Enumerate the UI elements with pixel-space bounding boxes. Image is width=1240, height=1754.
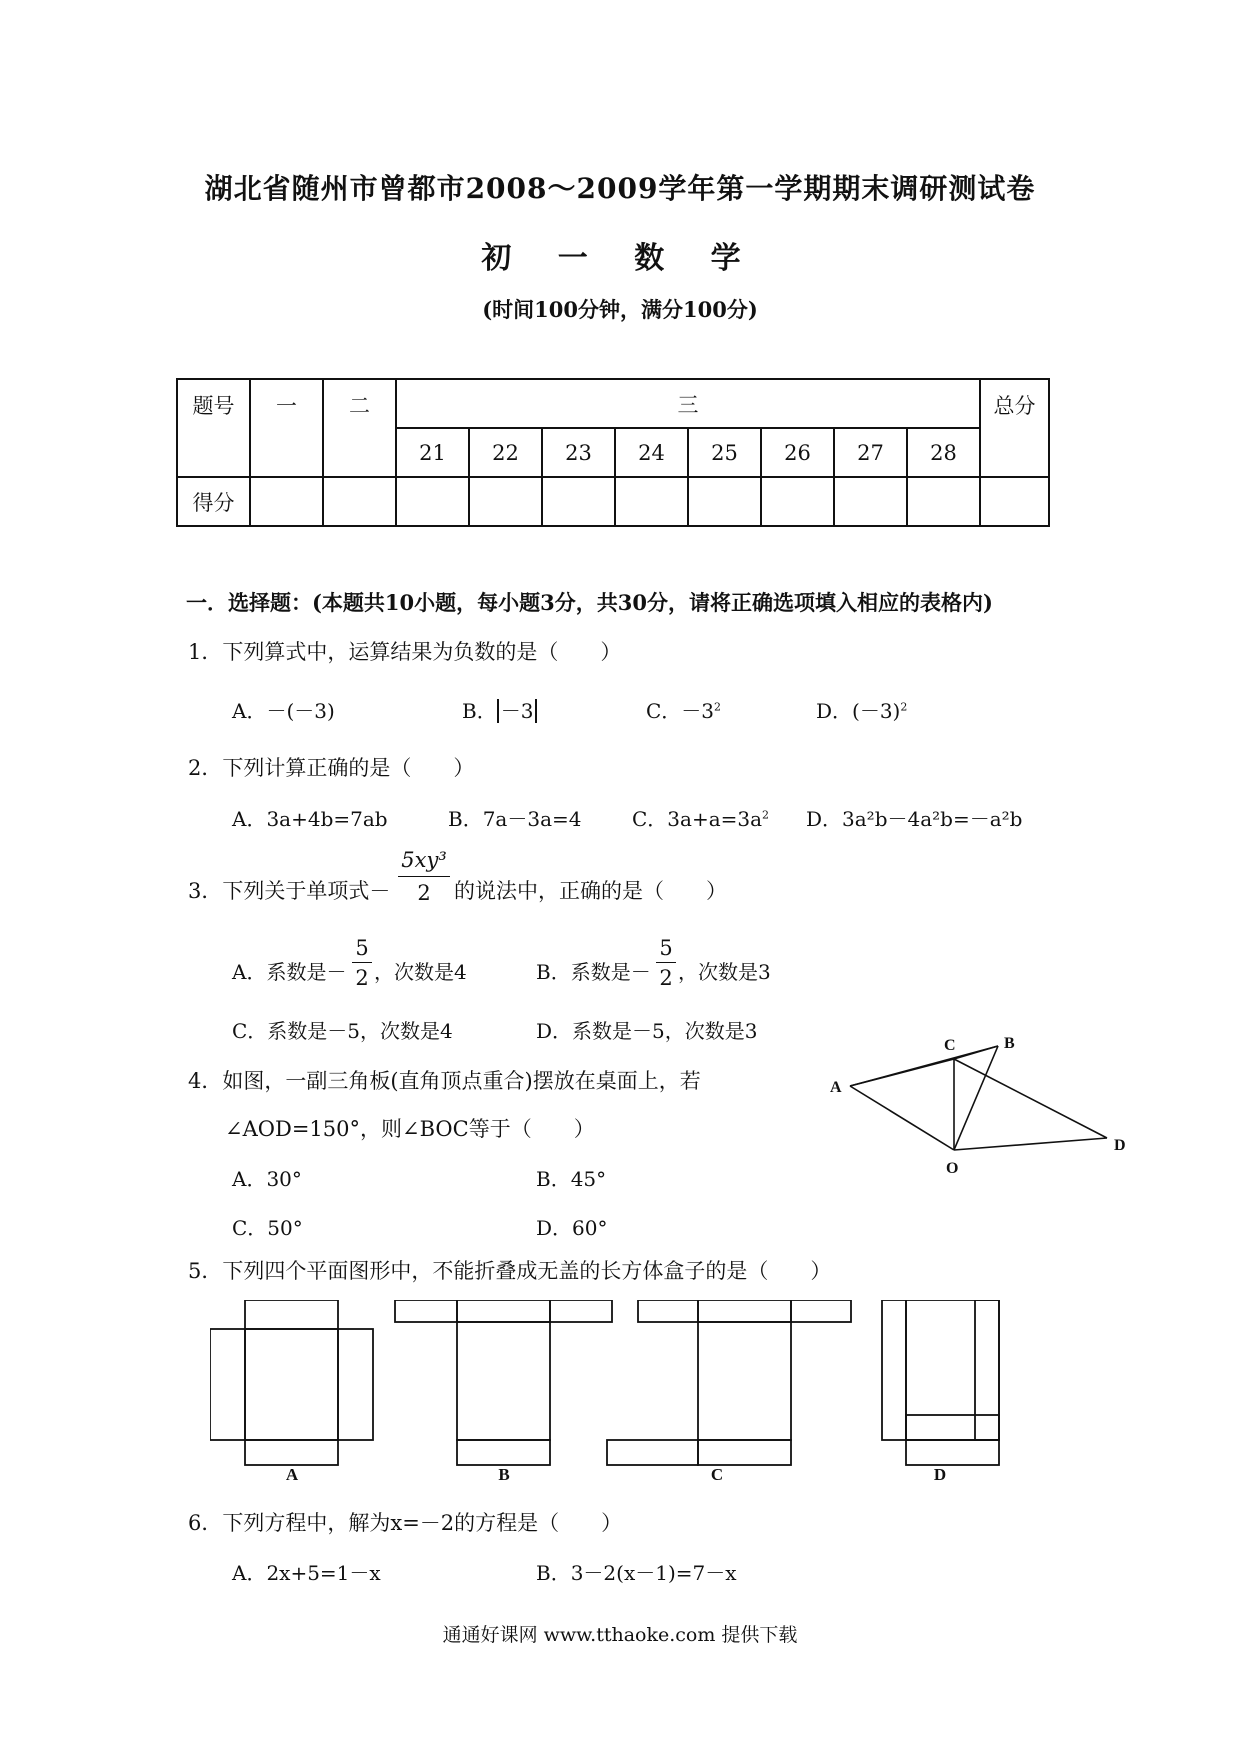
q4-option-c: C．50° (232, 1216, 303, 1240)
q4-option-b: B．45° (536, 1167, 607, 1191)
sub-col-25: 25 (688, 428, 761, 477)
q1-option-d-text: D．(－3) (816, 699, 901, 723)
q3-stem-pre: 3．下列关于单项式－ (188, 879, 391, 903)
q1-option-a: A．－(－3) (232, 699, 335, 723)
net-b-bottom (457, 1440, 550, 1465)
col-section-2: 二 (323, 379, 396, 477)
q6-option-b: B．3－2(x－1)=7－x (536, 1561, 737, 1585)
q3-option-a-num: 5 (355, 936, 369, 960)
q3-option-a-den: 2 (355, 966, 369, 990)
q6-option-a: A．2x+5=1－x (232, 1561, 381, 1585)
sub-col-21: 21 (396, 428, 469, 477)
q4-option-d: D．60° (536, 1216, 608, 1240)
net-b-top-left (395, 1300, 457, 1322)
q3-option-d: D．系数是－5，次数是3 (536, 1019, 758, 1043)
q3-option-b-den: 2 (659, 966, 673, 990)
score-cell (980, 477, 1049, 526)
q4-stem-line2: ∠AOD=150°，则∠BOC等于（ ） (225, 1117, 595, 1141)
q1-stem: 1．下列算式中，运算结果为负数的是（ ） (188, 640, 622, 664)
q2-option-c-text: C．3a+a=3a (632, 807, 763, 831)
q3-option-a-fraction (352, 936, 372, 992)
exam-title: 湖北省随州市曾都市2008～2009学年第一学期期末调研测试卷 (204, 172, 1036, 205)
score-table (176, 378, 1050, 527)
score-cell (396, 477, 469, 526)
q3-option-b-pre: B．系数是－ (536, 960, 651, 984)
score-cell (250, 477, 323, 526)
col-total: 总分 (980, 379, 1049, 477)
label-b: B (1004, 1035, 1015, 1052)
q3-option-b-fraction (656, 936, 676, 992)
net-c-center (698, 1322, 791, 1440)
net-a-bottom (245, 1440, 338, 1465)
net-d-right-side (975, 1300, 999, 1440)
label-d: D (1114, 1137, 1126, 1154)
q1-option-d (816, 695, 907, 724)
q3-option-a-post: ，次数是4 (374, 960, 467, 984)
col-section-3: 三 (396, 379, 980, 428)
q2-stem: 2．下列计算正确的是（ ） (188, 756, 475, 780)
q6-stem: 6．下列方程中，解为x=－2的方程是（ ） (188, 1511, 623, 1535)
q1-option-c (646, 695, 721, 724)
q2-option-d: D．3a²b－4a²b=－a²b (806, 807, 1023, 831)
net-d-center (906, 1300, 999, 1440)
q1-option-b (462, 695, 537, 724)
sub-col-24: 24 (615, 428, 688, 477)
label-a: A (830, 1079, 842, 1096)
label-c: C (944, 1037, 956, 1054)
q3-frac-num: 5xy³ (401, 848, 447, 872)
subject-title: 初 一 数 学 (481, 241, 759, 276)
q3-option-c: C．系数是－5，次数是4 (232, 1019, 453, 1043)
net-label-d: D (933, 1465, 947, 1484)
q1-option-b-abs: －3 (497, 699, 538, 723)
q3-option-b-num: 5 (659, 936, 673, 960)
q5-stem: 5．下列四个平面图形中，不能折叠成无盖的长方体盒子的是（ ） (188, 1259, 832, 1283)
row-label-score: 得分 (177, 477, 250, 526)
q2-option-a: A．3a+4b=7ab (232, 807, 388, 831)
net-c-top-left (638, 1300, 698, 1322)
q1-option-c-sup: 2 (714, 700, 722, 714)
net-c-top-mid (698, 1300, 791, 1322)
q5-box-nets (210, 1300, 1010, 1490)
q3-option-b-post: ，次数是3 (678, 960, 771, 984)
net-d-bottom-1 (906, 1440, 999, 1465)
sub-col-22: 22 (469, 428, 542, 477)
segment-ao (850, 1086, 954, 1150)
segment-cb (954, 1046, 998, 1059)
score-cell (761, 477, 834, 526)
net-d-bottom-2 (906, 1415, 999, 1440)
label-o: O (946, 1160, 959, 1177)
q1-option-d-sup: 2 (900, 700, 908, 714)
q2-option-b: B．7a－3a=4 (448, 807, 582, 831)
net-a-center (245, 1329, 338, 1440)
sub-col-23: 23 (542, 428, 615, 477)
net-c-top-right (791, 1300, 851, 1322)
net-a-top (245, 1300, 338, 1329)
net-a-left (210, 1329, 245, 1440)
net-label-a: A (285, 1465, 299, 1484)
footer-credit: 通通好课网 www.tthaoke.com 提供下载 (442, 1624, 798, 1646)
q2-option-c (632, 803, 769, 832)
q2-option-c-sup: 2 (762, 808, 770, 822)
net-a-right (338, 1329, 373, 1440)
q3-stem-post: 的说法中，正确的是（ ） (454, 879, 727, 903)
score-cell (542, 477, 615, 526)
time-note: (时间100分钟，满分100分) (482, 297, 758, 322)
score-cell (688, 477, 761, 526)
net-b-center (457, 1322, 550, 1440)
score-cell (469, 477, 542, 526)
q1-option-b-prefix: B． (462, 699, 497, 723)
col-section-1: 一 (250, 379, 323, 477)
net-label-c: C (710, 1465, 724, 1484)
net-b-top-right (550, 1300, 612, 1322)
q4-triangle-figure (820, 1025, 1140, 1180)
sub-col-26: 26 (761, 428, 834, 477)
section-heading: 一．选择题：(本题共10小题，每小题3分，共30分，请将正确选项填入相应的表格内) (186, 590, 993, 615)
score-cell (323, 477, 396, 526)
row-label-question: 题号 (177, 379, 250, 477)
score-cell (834, 477, 907, 526)
score-cell (615, 477, 688, 526)
q3-option-a-pre: A．系数是－ (232, 960, 347, 984)
q1-option-c-text: C．－3 (646, 699, 715, 723)
net-label-b: B (498, 1465, 510, 1484)
q3-frac-den: 2 (417, 881, 431, 905)
net-c-bottom-left (607, 1440, 698, 1465)
segment-cd (954, 1059, 1107, 1138)
net-c-bottom (698, 1440, 791, 1465)
sub-col-27: 27 (834, 428, 907, 477)
net-d-left (882, 1300, 906, 1440)
q4-option-a: A．30° (232, 1167, 302, 1191)
score-cell (907, 477, 980, 526)
q3-monomial-fraction (398, 848, 450, 909)
q4-stem-line1: 4．如图，一副三角板(直角顶点重合)摆放在桌面上，若 (188, 1069, 701, 1093)
sub-col-28: 28 (907, 428, 980, 477)
net-b-top-mid (457, 1300, 550, 1322)
segment-od (954, 1138, 1107, 1150)
